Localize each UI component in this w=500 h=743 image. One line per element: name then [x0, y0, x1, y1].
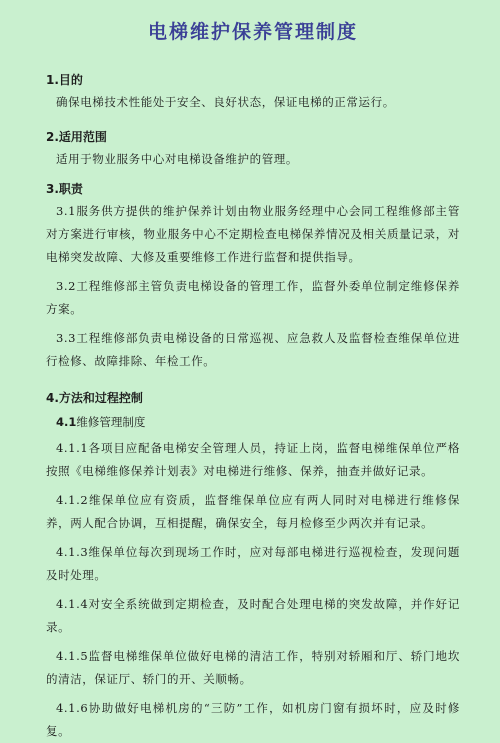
- section-scope: [46, 128, 460, 171]
- subsection-number: 4.1: [56, 415, 77, 429]
- section-heading: 4.方法和过程控制: [46, 391, 143, 405]
- section-methods: [46, 389, 460, 743]
- subsection-title: 维修管理制度: [76, 415, 146, 429]
- section-heading: 2.适用范围: [46, 130, 107, 144]
- paragraph: 4.1.5监督电梯维保单位做好电梯的清洁工作，特别对轿厢和厅、轿门地坎的清洁，保证厅、轿门的开、关顺畅。: [46, 649, 460, 686]
- paragraph: 4.1.4对安全系统做到定期检查，及时配合处理电梯的突发故障，并作好记录。: [46, 597, 460, 634]
- paragraph: 适用于物业服务中心对电梯设备维护的管理。: [56, 152, 298, 166]
- paragraph: 4.1.1各项目应配备电梯安全管理人员，持证上岗，监督电梯维保单位严格按照《电梯维修保养计划表》对电梯进行维修、保养，抽查并做好记录。: [46, 441, 460, 478]
- paragraph: 4.1.6协助做好电梯机房的“三防”工作，如机房门窗有损坏时，应及时修复。: [46, 701, 460, 738]
- document-title: 电梯维护保养管理制度: [147, 21, 358, 43]
- paragraph: 4.1.3维保单位每次到现场工作时，应对每部电梯进行巡视检查，发现问题及时处理。: [46, 545, 460, 582]
- paragraph: 3.3工程维修部负责电梯设备的日常巡视、应急救人及监督检查维保单位进行检修、故障排除、年检工作。: [46, 331, 460, 368]
- paragraph: 3.2工程维修部主管负责电梯设备的管理工作，监督外委单位制定维修保养方案。: [46, 279, 460, 316]
- section-purpose: [46, 71, 460, 114]
- paragraph: 4.1.2维保单位应有资质，监督维保单位应有两人同时对电梯进行维修保养，两人配合协调，互相提醒，确保安全，每月检修至少两次并有记录。: [46, 493, 460, 530]
- paragraph: 确保电梯技术性能处于安全、良好状态，保证电梯的正常运行。: [56, 95, 395, 109]
- subsection-heading: [56, 413, 460, 431]
- section-responsibilities: [46, 180, 460, 373]
- section-heading: 1.目的: [46, 73, 83, 87]
- section-heading: 3.职责: [46, 182, 83, 196]
- paragraph: 3.1服务供方提供的维护保养计划由物业服务经理中心会同工程维修部主管对方案进行审核，物业服务中心不定期检查电梯保养情况及相关质量记录，对电梯突发故障、大修及重要维修工作进行监督和提供指导。: [46, 204, 460, 264]
